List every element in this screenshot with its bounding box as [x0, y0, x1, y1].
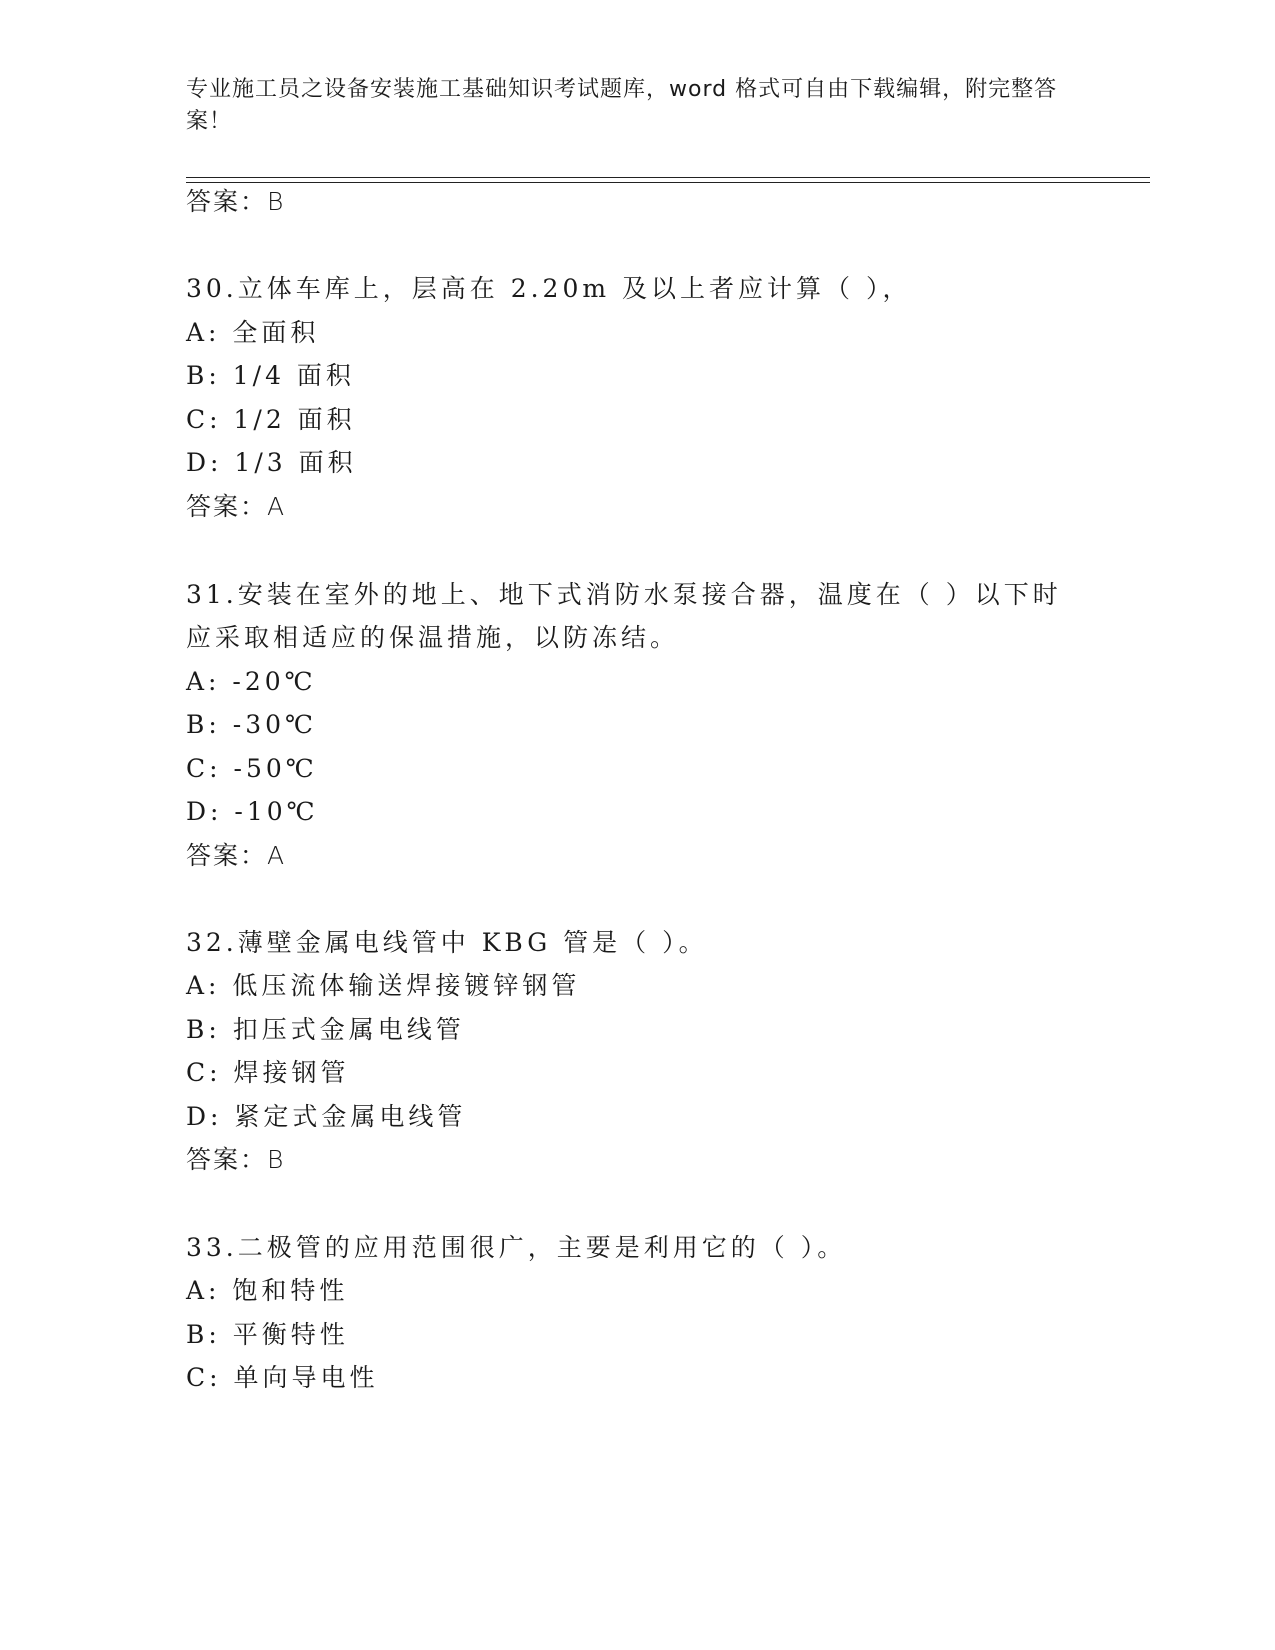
answer-32: 答案：B [186, 1145, 286, 1174]
question-33-stem: 33.二极管的应用范围很广，主要是利用它的（ ）。 [186, 1233, 847, 1262]
question-31-option-a: A: -20℃ [186, 667, 317, 696]
answer-31: 答案：A [186, 841, 287, 870]
question-31-option-d: D: -10℃ [186, 797, 319, 826]
question-32-stem: 32.薄壁金属电线管中 KBG 管是（ ）。 [186, 928, 708, 957]
question-33-option-a: A: 饱和特性 [186, 1276, 349, 1305]
question-33-option-c: C: 单向导电性 [186, 1363, 379, 1392]
question-30-stem: 30.立体车库上，层高在 2.20m 及以上者应计算（ ）， [186, 274, 912, 303]
header-rule-bottom [186, 182, 1150, 183]
document-header: 专业施工员之设备安装施工基础知识考试题库，word 格式可自由下载编辑，附完整答案！ [186, 77, 1058, 134]
question-32-option-b: B: 扣压式金属电线管 [186, 1015, 465, 1044]
question-30-option-b: B: 1/4 面积 [186, 361, 355, 390]
question-31-stem-line2: 应采取相适应的保温措施，以防冻结。 [186, 623, 680, 652]
question-31-option-c: C: -50℃ [186, 754, 318, 783]
question-30-option-a: A: 全面积 [186, 318, 320, 347]
header-rule-top [186, 177, 1150, 178]
question-33-option-b: B: 平衡特性 [186, 1320, 349, 1349]
question-31-stem-line1: 31.安装在室外的地上、地下式消防水泵接合器，温度在（ ）以下时 [186, 580, 1062, 609]
question-32-option-a: A: 低压流体输送焊接镀锌钢管 [186, 971, 581, 1000]
answer-30: 答案：A [186, 492, 287, 521]
question-30-option-d: D: 1/3 面积 [186, 448, 357, 477]
question-31-option-b: B: -30℃ [186, 710, 317, 739]
answer-29: 答案：B [186, 187, 286, 216]
question-32-option-c: C: 焊接钢管 [186, 1058, 350, 1087]
question-32-option-d: D: 紧定式金属电线管 [186, 1102, 467, 1131]
question-30-option-c: C: 1/2 面积 [186, 405, 356, 434]
